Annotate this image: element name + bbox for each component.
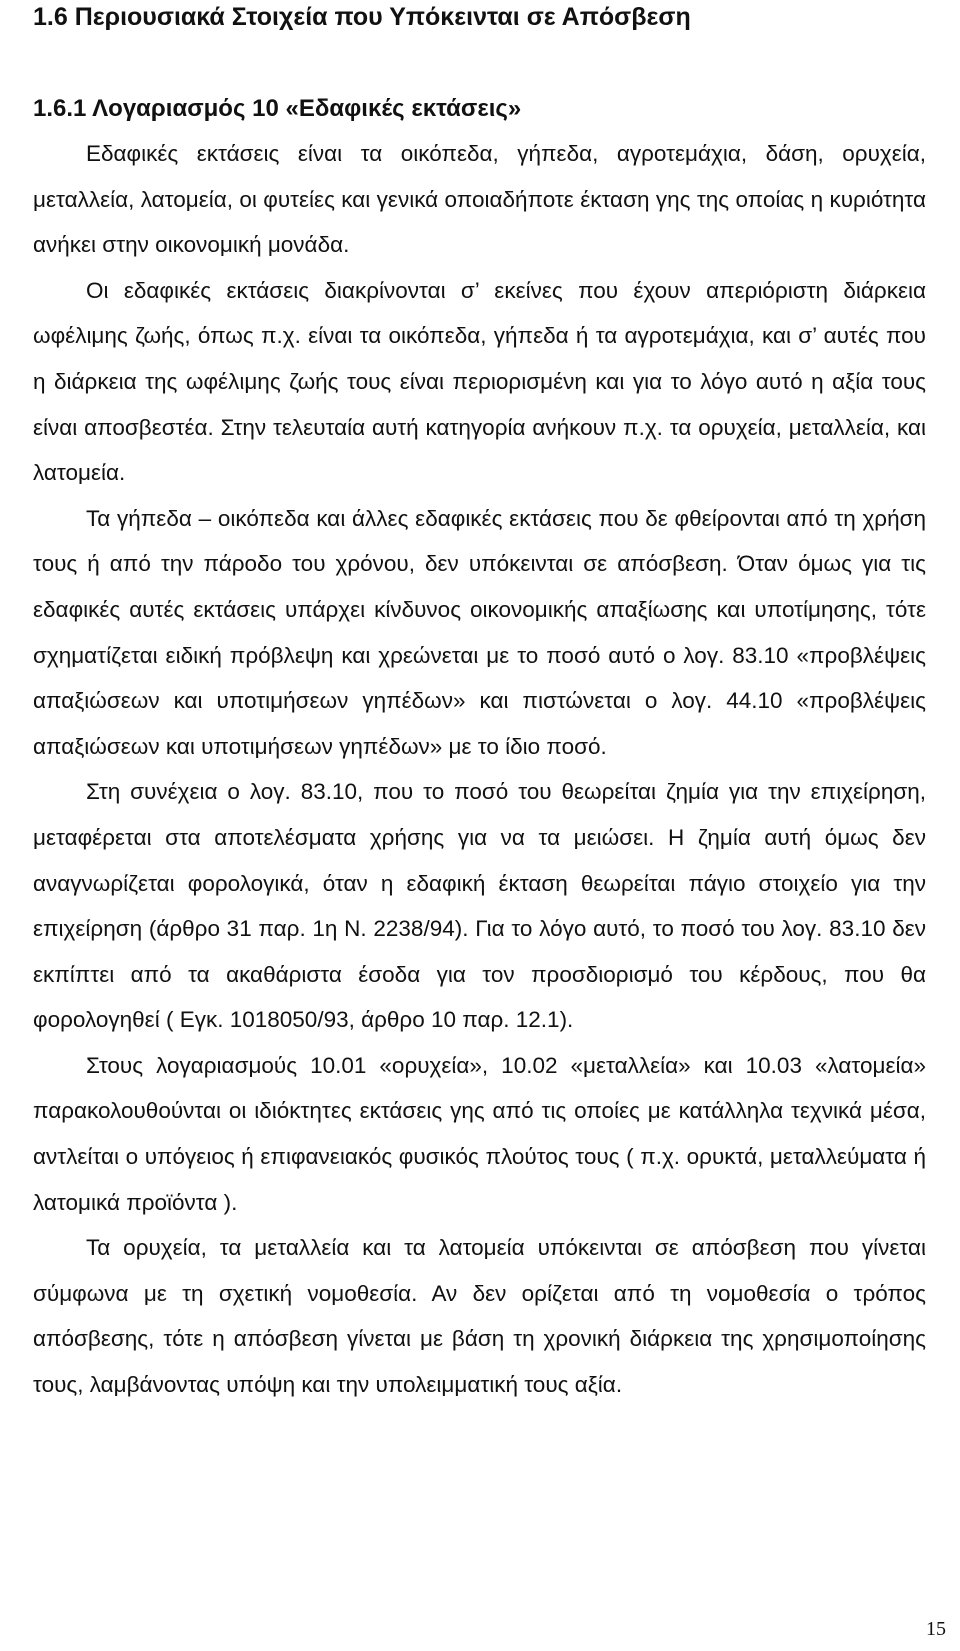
paragraph: Εδαφικές εκτάσεις είναι τα οικόπεδα, γήπεδα, αγροτεμάχια, δάση, ορυχεία, μεταλλεία, λατομεία, οι φυτείες και γενικά οποιαδήποτε έκταση γης της οποίας η κυριότητα ανήκει στην οικονομική μονάδα.: [33, 141, 926, 258]
subsection-heading: 1.6.1 Λογαριασμός 10 «Εδαφικές εκτάσεις»: [33, 95, 522, 122]
paragraph: Τα γήπεδα – οικόπεδα και άλλες εδαφικές εκτάσεις που δε φθείρονται από τη χρήση τους ή από την πάροδο του χρόνου, δεν υπόκεινται σε απόσβεση. Όταν όμως για τις εδαφικές αυτές εκτάσεις υπάρχει κίνδυνος οικονομικής απαξίωσης και υποτίμησης, τότε σχηματίζεται ειδική πρόβλεψη και χρεώνεται με το ποσό αυτό ο λογ. 83.10 «προβλέψεις απαξιώσεων και υποτιμήσεων γηπέδων» και πιστώνεται ο λογ. 44.10 «προβλέψεις απαξιώσεων και υποτιμήσεων γηπέδων» με το ίδιο ποσό.: [33, 505, 926, 759]
paragraph: Στη συνέχεια ο λογ. 83.10, που το ποσό του θεωρείται ζημία για την επιχείρηση, μεταφέρεται στα αποτελέσματα χρήσης για να τα μειώσει. Η ζημία αυτή όμως δεν αναγνωρίζεται φορολογικά, όταν η εδαφική έκταση θεωρείται πάγιο στοιχείο για την επιχείρηση (άρθρο 31 παρ. 1η Ν. 2238/94). Για το λόγο αυτό, το ποσό του λογ. 83.10 δεν εκπίπτει από τα ακαθάριστα έσοδα για τον προσδιορισμό του κέρδους, που θα φορολογηθεί ( Εγκ. 1018050/93, άρθρο 10 παρ. 12.1).: [33, 779, 926, 1033]
paragraph: Στους λογαριασμούς 10.01 «ορυχεία», 10.02 «μεταλλεία» και 10.03 «λατομεία» παρακολουθούνται οι ιδιόκτητες εκτάσεις γης από τις οποίες με κατάλληλα τεχνικά μέσα, αντλείται ο υπόγειος ή επιφανειακός φυσικός πλούτος τους ( π.χ. ορυκτά, μεταλλεύματα ή λατομικά προϊόντα ).: [33, 1052, 926, 1215]
body-text: [33, 131, 926, 1408]
page-number: 15: [926, 1618, 946, 1640]
section-heading: 1.6 Περιουσιακά Στοιχεία που Υπόκεινται σε Απόσβεση: [33, 3, 691, 31]
paragraph: Οι εδαφικές εκτάσεις διακρίνονται σ’ εκείνες που έχουν απεριόριστη διάρκεια ωφέλιμης ζωής, όπως π.χ. είναι τα οικόπεδα, γήπεδα ή τα αγροτεμάχια, και σ’ αυτές που η διάρκεια της ωφέλιμης ζωής τους είναι περιορισμένη και για το λόγο αυτό η αξία τους είναι αποσβεστέα. Στην τελευταία αυτή κατηγορία ανήκουν π.χ. τα ορυχεία, μεταλλεία, και λατομεία.: [33, 277, 926, 486]
paragraph: Τα ορυχεία, τα μεταλλεία και τα λατομεία υπόκεινται σε απόσβεση που γίνεται σύμφωνα με τη σχετική νομοθεσία. Αν δεν ορίζεται από τη νομοθεσία ο τρόπος απόσβεσης, τότε η απόσβεση γίνεται με βάση τη χρονική διάρκεια της χρησιμοποίησης τους, λαμβάνοντας υπόψη και την υπολειμματική τους αξία.: [33, 1235, 926, 1398]
